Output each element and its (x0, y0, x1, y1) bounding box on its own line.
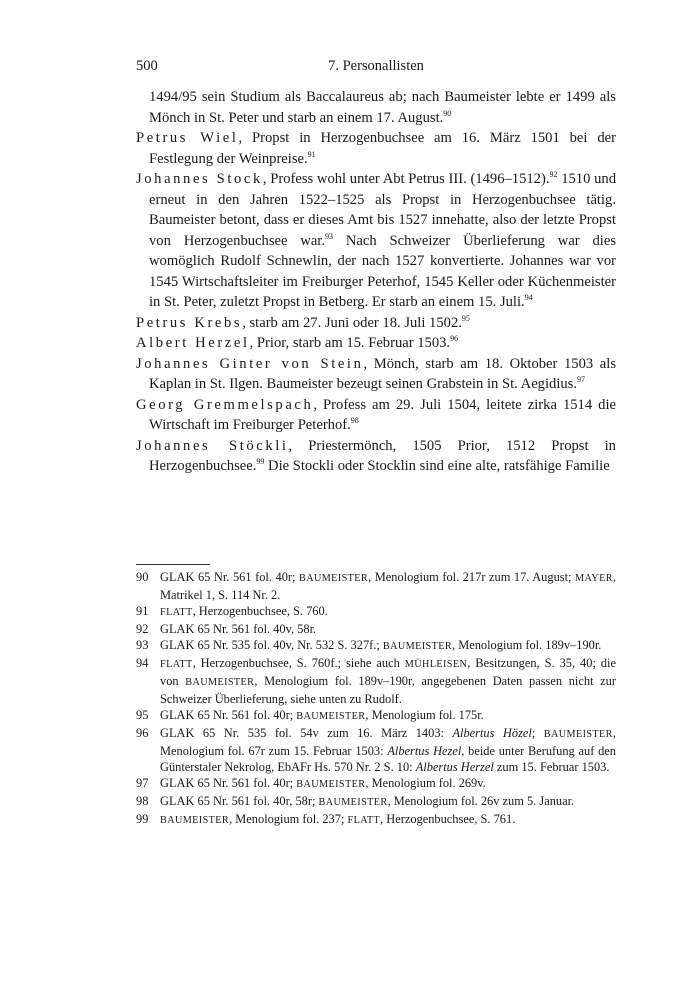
footnote-number: 92 (136, 622, 149, 636)
person-name: Georg Gremmelspach (136, 396, 314, 413)
footnote-number: 95 (136, 708, 149, 722)
footnote-number: 96 (136, 726, 149, 740)
footnote (136, 655, 616, 707)
text-segment: GLAK 65 Nr. 561 fol. 40r, 58r; (160, 794, 319, 808)
footnote-number: 97 (136, 776, 149, 790)
person-name: Johannes Ginter von Stein (136, 355, 364, 372)
footnote-reference: 92 (549, 170, 558, 179)
footnote (136, 725, 616, 775)
author-name: BAUMEISTER (299, 573, 369, 584)
text-segment: GLAK 65 Nr. 535 fol. 40v, Nr. 532 S. 327f.; (160, 638, 383, 652)
text-segment: , Profess am 29. Juli 1504, leitete zirka 1514 die Wirtschaft im Freiburger Peterhof. (149, 396, 617, 433)
footnote-reference: 91 (307, 149, 316, 159)
author-name: BAUMEISTER (160, 815, 230, 826)
page (136, 58, 616, 477)
quoted-name: Albertus Hezel (387, 744, 462, 758)
text-segment: zum 15. Februar 1503. (493, 760, 610, 774)
text-segment: , Menologium fol. 189v–190r, angegebenen Daten passen nicht zur Schweizer Überlieferung, siehe unten zu Rudolf. (160, 674, 617, 706)
person-entry (136, 313, 616, 334)
text-segment: , Menologium fol. 189v–190r. (452, 638, 602, 652)
text-segment: 1510 und erneut in den Jahren 1522–1525 als Propst in Herzogenbuchsee tätig. Baumeister betont, dass er dieses Amt bis 1527 innehatte, also der letzte Propst von Herzogenbuchsee war. (149, 171, 617, 249)
text-segment: , beide unter Berufung auf den Günterstaler Nekrolog, EbAFr Hs. 570 Nr. 2 S. 10: (160, 744, 616, 774)
footnote-reference: 90 (443, 108, 452, 118)
author-name: BAUMEISTER (185, 677, 255, 688)
author-name: BAUMEISTER (296, 711, 366, 722)
footnote (136, 621, 616, 637)
footnote (136, 569, 616, 603)
footnote-number: 94 (136, 656, 149, 670)
footnote-number: 93 (136, 638, 149, 652)
quoted-name: Albertus Hözel (452, 726, 532, 740)
text-segment: , Menologium fol. 67r zum 15. Februar 1503: (160, 726, 616, 758)
person-name: Petrus Krebs (136, 314, 243, 331)
footnote-number: 99 (136, 812, 149, 826)
author-name: FLATT (160, 659, 193, 670)
footnote (136, 603, 616, 621)
text-segment: , Herzogenbuchsee, S. 761. (380, 812, 516, 826)
footnote (136, 775, 616, 793)
text-segment: GLAK 65 Nr. 561 fol. 40r; (160, 708, 297, 722)
footnotes (136, 569, 616, 829)
text-segment: , Propst in Herzogenbuchsee am 16. März 1501 bei der Festlegung der Weinpreise. (149, 130, 616, 167)
footnote-reference: 99 (256, 457, 265, 466)
text-segment: , Herzogenbuchsee, S. 760. (192, 604, 328, 618)
author-name: BAUMEISTER (543, 729, 613, 740)
text-segment: , Menologium fol. 175r. (365, 708, 484, 722)
text-segment: , Herzogenbuchsee, S. 760f.; siehe auch (192, 656, 405, 670)
person-name: Johannes Stöckli (136, 437, 289, 454)
entry-continuation (136, 87, 616, 128)
text-segment: GLAK 65 Nr. 561 fol. 40r; (160, 570, 300, 584)
running-header (136, 58, 616, 80)
text-segment: , Matrikel 1, S. 114 Nr. 2. (160, 570, 616, 602)
text-segment: 1494/95 sein Studium als Baccalaureus ab; nach Baumeister lebte er 1499 als Mönch in St. Peter und starb an einem 17. August. (149, 89, 616, 126)
page-number: 500 (136, 58, 158, 74)
person-name: Albert Herzel (136, 335, 250, 351)
footnote-reference: 96 (450, 334, 459, 343)
footnote-reference: 93 (325, 231, 334, 241)
footnote-number: 98 (136, 794, 149, 808)
person-entry (136, 436, 616, 477)
footnote-reference: 98 (350, 416, 359, 425)
author-name: BAUMEISTER (318, 797, 388, 808)
quoted-name: Albertus Herzel (415, 760, 494, 774)
text-segment: Die Stockli oder Stocklin sind eine alte, ratsfähige Familie (264, 458, 610, 474)
text-segment: , Menologium fol. 26v zum 5. Januar. (387, 794, 575, 808)
footnote-number: 90 (136, 570, 149, 584)
text-segment: ; (531, 726, 544, 740)
text-segment: , Menologium fol. 237; (229, 812, 348, 826)
text-segment: , Mönch, starb am 18. Oktober 1503 als Kaplan in St. Ilgen. Baumeister bezeugt seinen Grabstein in St. Aegidius. (149, 355, 616, 392)
person-entry (136, 128, 616, 169)
author-name: BAUMEISTER (382, 641, 453, 652)
text-segment: , Profess wohl unter Abt Petrus III. (1496–1512). (262, 171, 550, 187)
text-segment: GLAK 65 Nr. 535 fol. 54v zum 16. März 1403: (160, 726, 453, 740)
footnote (136, 707, 616, 725)
author-name: FLATT (347, 815, 381, 826)
person-entry (136, 333, 616, 354)
footnote-reference: 94 (524, 293, 533, 302)
footnote (136, 793, 616, 811)
author-name: FLATT (160, 607, 193, 618)
text-segment: GLAK 65 Nr. 561 fol. 40v, 58r. (160, 622, 317, 636)
person-entry (136, 169, 616, 313)
author-name: BAUMEISTER (296, 779, 366, 790)
person-name: Petrus Wiel (136, 130, 239, 146)
person-entry (136, 395, 616, 436)
footnote (136, 811, 616, 829)
author-name: MÜHLEISEN (404, 659, 468, 670)
footnote-reference: 95 (461, 313, 470, 323)
person-name: Johannes Stock (136, 171, 263, 187)
body-text (136, 87, 616, 477)
text-segment: , Menologium fol. 269v. (365, 776, 486, 790)
person-entry (136, 354, 616, 395)
footnote-rule (136, 564, 210, 565)
footnote-number: 91 (136, 604, 149, 618)
text-segment: , Menologium fol. 217r zum 17. August; (368, 570, 576, 584)
text-segment: , starb am 27. Juni oder 18. Juli 1502. (242, 314, 462, 331)
footnote (136, 637, 616, 655)
text-segment: GLAK 65 Nr. 561 fol. 40r; (160, 776, 297, 790)
text-segment: , Prior, starb am 15. Februar 1503. (249, 335, 451, 351)
running-title: 7. Personallisten (328, 58, 424, 74)
text-segment: , Priestermönch, 1505 Prior, 1512 Propst in Herzogenbuchsee. (149, 437, 616, 474)
text-segment: , Besitzungen, S. 35, 40; die von (160, 656, 616, 688)
text-segment: Nach Schweizer Überlieferung war dies womöglich Rudolf Schnewlin, der nach 1527 konvertierte. Johannes war vor 1545 Wirtschaftsleiter im Freiburger Peterhof, 1545 Keller oder Küchenmeister in St. Peter, zuletzt Propst in Betberg. Er starb an einem 15. Juli. (149, 232, 616, 310)
author-name: MAYER (575, 573, 613, 584)
footnote-reference: 97 (577, 375, 585, 384)
